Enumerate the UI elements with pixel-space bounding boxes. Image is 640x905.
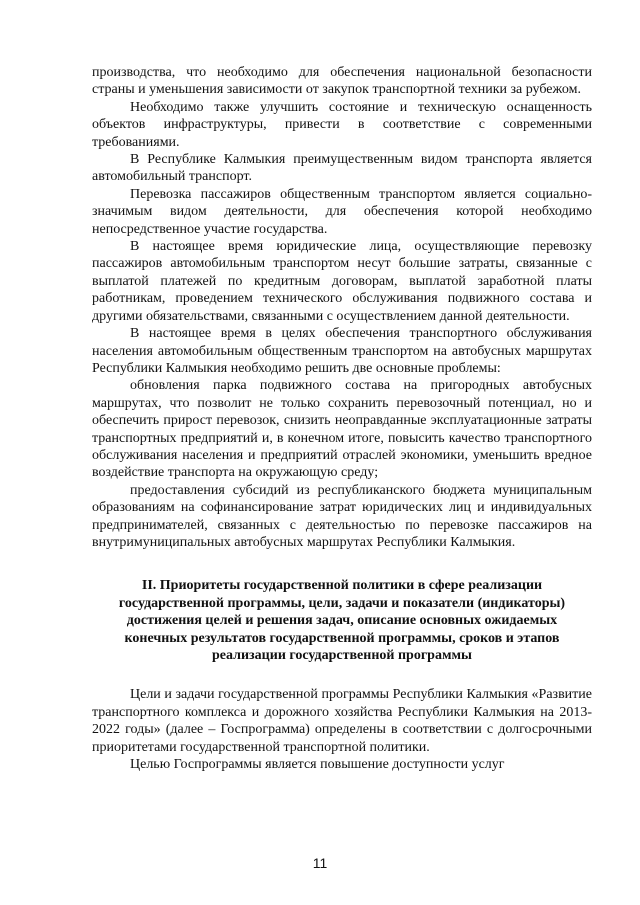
paragraph-aim: Целью Госпрограммы является повышение доступности услуг bbox=[130, 757, 505, 773]
paragraph-subsidies: предоставления субсидий из республиканского бюджета муниципальным образованиям на софинансирование затрат юридических лиц и индивидуальных предпринимателей, связанных с деятельностью по перевозке пассажиров на внутримуниципальных автобусных маршрутах Республики Калмыкия. bbox=[92, 482, 592, 550]
section-spacer bbox=[92, 551, 592, 577]
section-heading-line: II. Приоритеты государственной политики в сфере реализации bbox=[141, 578, 543, 594]
section-heading-line: государственной программы, цели, задачи и показатели (индикаторы) bbox=[118, 595, 566, 611]
section-heading-line: конечных результатов государственной программы, сроков и этапов bbox=[124, 630, 560, 646]
section-spacer bbox=[92, 664, 592, 686]
paragraph-legal-entities: В настоящее время юридические лица, осуществляющие перевозку пассажиров автомобильным транспортом несут большие затраты, связанные с выплатой платежей по кредитным договорам, выплатой заработной платы работникам, проведением технического обслуживания подвижного состава и другими обязательствами, связанными с осуществлением данной деятельности. bbox=[92, 239, 592, 324]
section-heading-line: достижения целей и решения задач, описание основных ожидаемых bbox=[126, 613, 558, 629]
section-heading bbox=[92, 577, 592, 664]
paragraph-goals: Цели и задачи государственной программы Республики Калмыкия «Развитие транспортного комплекса и дорожного хозяйства Республики Калмыкия на 2013-2022 годы» (далее – Госпрограмма) определены в соответствии с долгосрочными приоритетами государственной транспортной политики. bbox=[92, 687, 592, 755]
page-content bbox=[92, 64, 592, 773]
section-heading-line: реализации государственной программы bbox=[212, 648, 472, 663]
paragraph-public-transport: Перевозка пассажиров общественным транспортом является социально-значимым видом деятельности, для обеспечения которой необходимо непосредственное участие государства. bbox=[92, 186, 592, 237]
paragraph-continuation: производства, что необходимо для обеспечения национальной безопасности страны и уменьшения зависимости от закупок транспортной техники за рубежом. bbox=[92, 65, 592, 98]
paragraph-infrastructure: Необходимо также улучшить состояние и техническую оснащенность объектов инфраструктуры, привести в соответствие с современными требованиями. bbox=[92, 99, 592, 150]
paragraph-two-problems: В настоящее время в целях обеспечения транспортного обслуживания населения автомобильным общественным транспортом на автобусных маршрутах Республики Калмыкия необходимо решить две основные проблемы: bbox=[92, 326, 592, 376]
paragraph-road-transport: В Республике Калмыкия преимущественным видом транспорта является автомобильный транспорт. bbox=[92, 152, 592, 185]
paragraph-fleet-renewal: обновления парка подвижного состава на пригородных автобусных маршрутах, что позволит не только сохранить перевозочный потенциал, но и обеспечить прирост перевозок, снизить неоправданные эксплуатационные затраты транспортных предприятий и, в конечном итоге, повысить качество транспортного обслуживания населения и предприятий отраслей экономики, уменьшить вредное воздействие транспорта на окружающую среду; bbox=[92, 378, 592, 481]
page-number: 11 bbox=[312, 855, 328, 871]
